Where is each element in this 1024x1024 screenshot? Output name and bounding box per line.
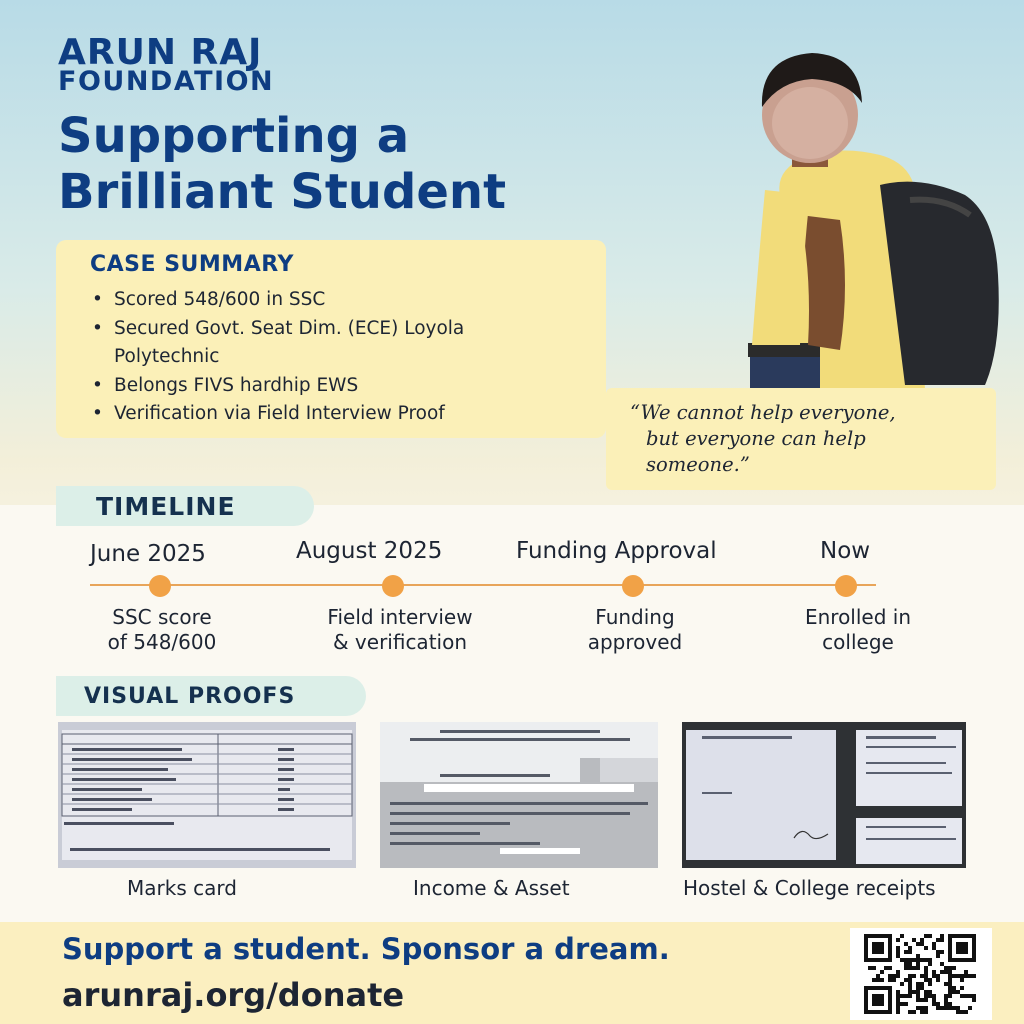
timeline-desc-line: SSC score (112, 605, 212, 629)
quote-line-1: “We cannot help everyone, (630, 401, 896, 424)
timeline-description (545, 605, 725, 655)
timeline-description (62, 605, 262, 655)
timeline-desc-line: Field interview (327, 605, 473, 629)
call-to-action: Support a student. Sponsor a dream. (62, 932, 670, 966)
timeline-date: Now (820, 538, 871, 564)
timeline-line (90, 584, 876, 586)
proof-caption: Income & Asset (413, 876, 570, 900)
page-title (58, 108, 506, 220)
timeline-desc-line: & verification (332, 630, 468, 654)
case-summary-title: CASE SUMMARY (90, 252, 294, 277)
list-item-text: Secured Govt. Seat Dim. (ECE) Loyola Polytechnic (114, 317, 465, 367)
timeline-date: Funding Approval (516, 538, 717, 564)
proof-caption: Marks card (127, 876, 237, 900)
timeline-desc-line: approved (587, 630, 683, 654)
income-asset-image (380, 722, 658, 868)
title-line-1: Supporting a (58, 108, 410, 164)
visual-proofs-title: VISUAL PROOFS (84, 684, 296, 709)
quote-text (630, 400, 990, 478)
case-summary-list (90, 286, 504, 429)
timeline-description (290, 605, 510, 655)
timeline-description (768, 605, 948, 655)
timeline-desc-line: of 548/600 (107, 630, 217, 654)
timeline-desc-line: college (822, 630, 894, 654)
marks-card-image (58, 722, 356, 868)
timeline-heading-pill (56, 486, 314, 526)
proof-caption: Hostel & College receipts (683, 876, 936, 900)
list-item: • Verification via Field Interview Proof (90, 400, 504, 429)
qr-code-icon[interactable] (850, 928, 992, 1020)
timeline-dot (622, 575, 644, 597)
timeline-dot (835, 575, 857, 597)
student-photo (730, 45, 1005, 390)
timeline-dot (382, 575, 404, 597)
visual-proofs-heading-pill (56, 676, 366, 716)
title-line-2: Brilliant Student (58, 164, 507, 220)
timeline-dot (149, 575, 171, 597)
timeline-date: August 2025 (296, 538, 443, 564)
timeline-desc-line: Enrolled in (804, 605, 912, 629)
quote-line-2: but everyone can help (646, 427, 866, 450)
org-name: ARUN RAJ (58, 32, 263, 73)
list-item (90, 315, 504, 372)
quote-card (606, 388, 996, 490)
quote-line-3: someone.” (646, 453, 750, 476)
timeline-desc-line: Funding (595, 605, 675, 629)
list-item: • Belongs FIVS hardhip EWS (90, 372, 504, 401)
case-summary-card (56, 240, 606, 438)
donate-link[interactable]: arunraj.org/donate (62, 976, 405, 1014)
org-name-subline: FOUNDATION (58, 66, 275, 97)
hostel-college-receipts-image (682, 722, 966, 868)
list-item: • Scored 548/600 in SSC (90, 286, 504, 315)
timeline-date: June 2025 (90, 541, 206, 567)
timeline-title: TIMELINE (96, 492, 236, 521)
